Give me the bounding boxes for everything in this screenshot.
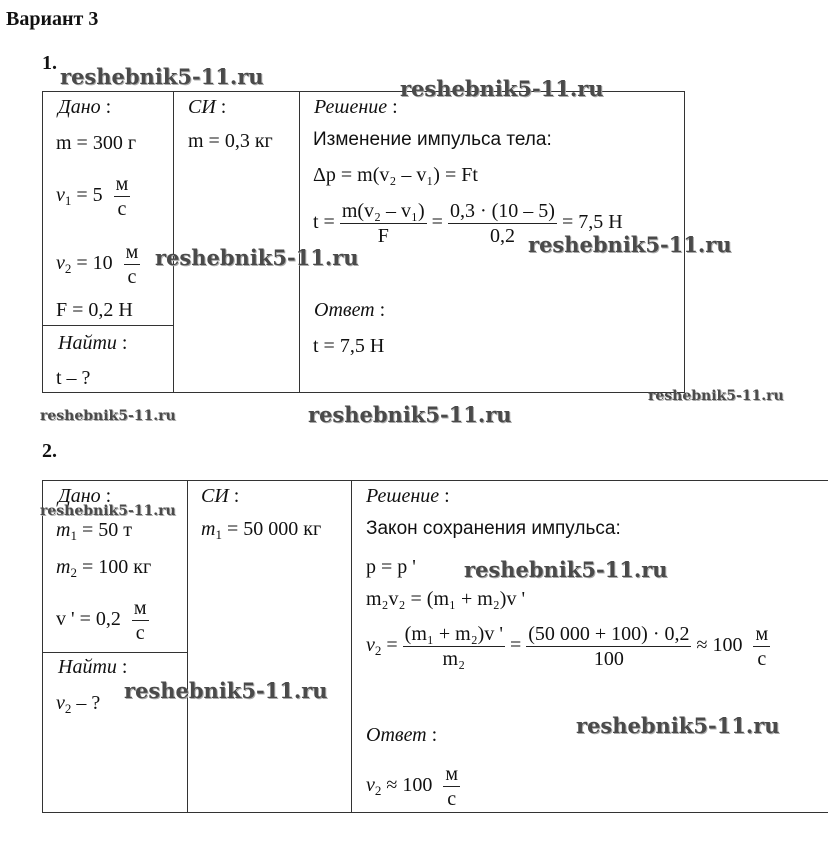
watermark: reshebnik5-11.ru — [576, 713, 780, 738]
problem2-si-label: СИ : — [201, 485, 240, 507]
problem1-find-value: t – ? — [56, 367, 91, 389]
watermark: reshebnik5-11.ru — [124, 678, 328, 703]
problem1-given-v1: $v_1 = 5$ $\frac{м}{с}$ — [56, 173, 129, 220]
problem1-answer: t = 7,5 Н — [313, 335, 385, 357]
watermark: reshebnik5-11.ru — [60, 64, 264, 89]
problem1-given-F: F = 0,2 Н — [56, 299, 133, 321]
problem1-given-v2: $v_2 = 10$ $\frac{м}{с}$ — [56, 241, 139, 288]
problem1-eq1: Δp = m(v₂ – v₁) = Ft — [313, 164, 478, 186]
problem2-find-label: Найти : — [58, 656, 128, 678]
problem1-given-label: Дано : — [58, 96, 112, 118]
watermark: reshebnik5-11.ru — [155, 245, 359, 270]
problem2-number: 2. — [42, 440, 57, 462]
problem1-heading: Изменение импульса тела: — [313, 129, 552, 150]
problem1-si-m: m = 0,3 кг — [188, 130, 273, 152]
problem2-answer-label: Ответ : — [366, 724, 438, 746]
problem2-given-label: Дано : — [58, 485, 112, 507]
problem2-given-m1: $m_1 = 50$ т — [56, 519, 132, 543]
problem2-si-m1: $m_1 = 50$ 000 кг — [201, 518, 322, 542]
problem1-solution-label: Решение : — [314, 96, 398, 118]
watermark: reshebnik5-11.ru — [40, 503, 176, 519]
problem2-find-value: $v_2$ – ? — [56, 692, 101, 716]
page-title: Вариант 3 — [6, 8, 99, 30]
problem1-si-label: СИ : — [188, 96, 227, 118]
watermark: reshebnik5-11.ru — [308, 402, 512, 427]
watermark: reshebnik5-11.ru — [648, 388, 784, 404]
problem2-solution-label: Решение : — [366, 485, 450, 507]
problem1-given-m: m = 300 г — [56, 132, 137, 154]
problem1-answer-label: Ответ : — [314, 299, 386, 321]
problem1-eq2: t = $\frac{\text{m(v₂ – v₁)}}{F}$ = $\frac{0,3 \cdot (10 - 5)}{0,2}$ = 7,5 Н — [313, 200, 623, 247]
problem2-given-vprime: v ' = 0,2 $\frac{м}{с}$ — [56, 597, 147, 644]
problem2-heading: Закон сохранения импульса: — [366, 518, 621, 539]
problem1-find-label: Найти : — [58, 332, 128, 354]
problem2-given-m2: $m_2 = 100$ кг — [56, 556, 152, 580]
watermark: reshebnik5-11.ru — [528, 232, 732, 257]
watermark: reshebnik5-11.ru — [400, 76, 604, 101]
problem1-number: 1. — [42, 52, 57, 74]
problem2-eq2: m₂v₂ = (m₁ + m₂)v ' — [366, 588, 526, 610]
problem2-answer: $v_2 \approx 100$ $\frac{м}{с}$ — [366, 763, 459, 810]
problem2-eq1: p = p ' — [366, 556, 416, 578]
watermark: reshebnik5-11.ru — [464, 557, 668, 582]
problem2-eq3: $v_2$ = $\frac{\text{(m₁ + m₂)v '}}{\text{m₂}}$ = $\frac{(50 000 + 100) \cdot 0,2}{100}$ ≈ 100 $\frac{м}{с}$ — [366, 623, 769, 670]
watermark: reshebnik5-11.ru — [40, 408, 176, 424]
